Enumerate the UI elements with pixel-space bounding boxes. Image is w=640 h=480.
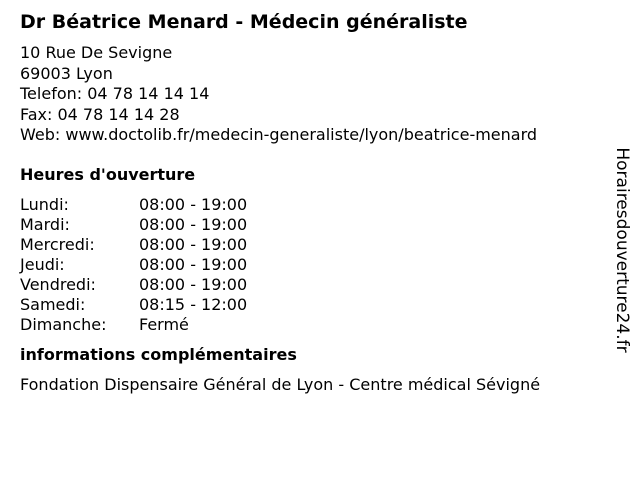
day-label: Jeudi: xyxy=(20,254,65,274)
day-label: Dimanche: xyxy=(20,314,107,334)
time-range: 08:15 - 12:00 xyxy=(139,294,248,314)
hours-row-jeudi xyxy=(20,255,610,275)
page-title: Dr Béatrice Menard - Médecin généraliste xyxy=(20,11,468,33)
opening-hours-table xyxy=(20,195,610,335)
info-text: Fondation Dispensaire Général de Lyon - Centre médical Sévigné xyxy=(20,374,541,394)
contact-details xyxy=(20,43,610,146)
time-range: 08:00 - 19:00 xyxy=(139,274,248,294)
hours-heading: Heures d'ouverture xyxy=(20,164,196,184)
hours-row-mardi xyxy=(20,215,610,235)
city-postcode: 69003 Lyon xyxy=(20,63,113,83)
site-watermark: Horairesdouverture24.fr xyxy=(612,147,632,353)
day-label: Mardi: xyxy=(20,214,70,234)
hours-row-vendredi xyxy=(20,275,610,295)
hours-row-lundi xyxy=(20,195,610,215)
day-label: Samedi: xyxy=(20,294,86,314)
time-range: 08:00 - 19:00 xyxy=(139,214,248,234)
time-range: Fermé xyxy=(139,314,189,334)
street-address: 10 Rue De Sevigne xyxy=(20,43,173,62)
day-label: Lundi: xyxy=(20,194,69,214)
time-range: 08:00 - 19:00 xyxy=(139,194,248,214)
website-link[interactable]: Web: www.doctolib.fr/medecin-generaliste/lyon/beatrice-menard xyxy=(20,125,538,144)
hours-row-samedi xyxy=(20,295,610,315)
info-heading: informations complémentaires xyxy=(20,344,297,364)
time-range: 08:00 - 19:00 xyxy=(139,234,248,254)
hours-row-dimanche xyxy=(20,315,610,335)
hours-row-mercredi xyxy=(20,235,610,255)
phone-number: Telefon: 04 78 14 14 14 xyxy=(20,84,210,103)
time-range: 08:00 - 19:00 xyxy=(139,254,248,274)
fax-number: Fax: 04 78 14 14 28 xyxy=(20,104,180,124)
day-label: Vendredi: xyxy=(20,274,96,294)
practice-card xyxy=(20,10,610,395)
day-label: Mercredi: xyxy=(20,234,95,254)
